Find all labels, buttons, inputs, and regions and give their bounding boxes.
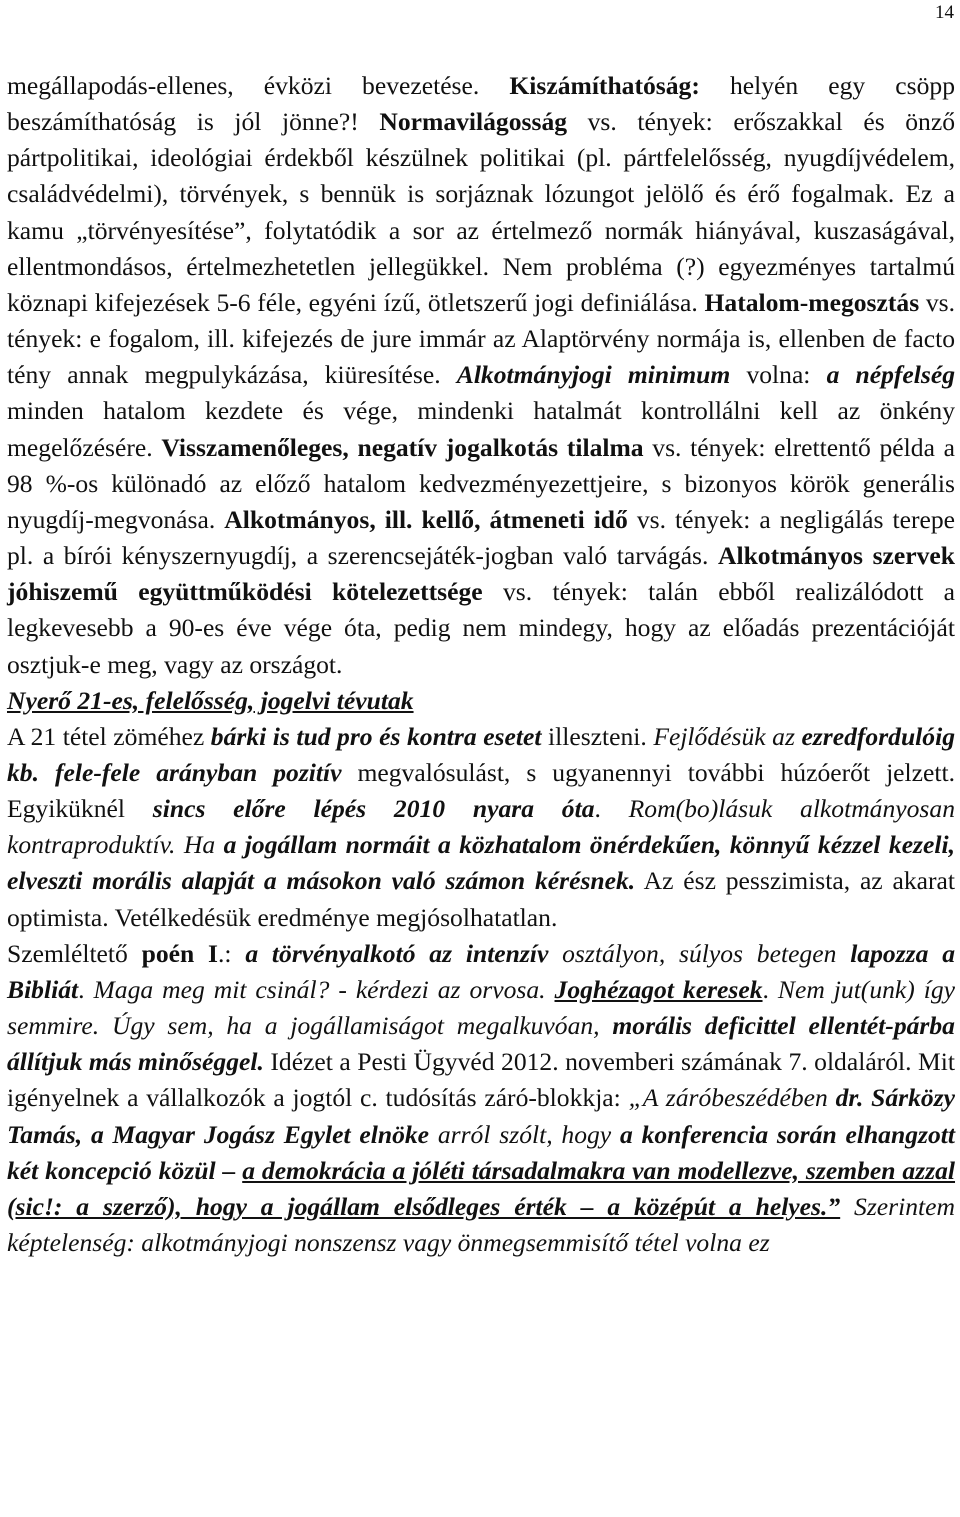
text-run: helyén egy csöpp beszámíthatóság is jól jönne?! bbox=[7, 71, 955, 137]
text-run: dr. Sárközy Tamás, a Magyar Jogász Egylet elnöke bbox=[7, 1083, 956, 1149]
text-run: poén I bbox=[141, 938, 219, 968]
text-run: Joghézagot keresek bbox=[554, 974, 763, 1004]
text-run: . bbox=[762, 974, 778, 1004]
text-run: morális deficittel ellentét-párba állítjuk más minőséggel. bbox=[7, 1011, 955, 1077]
text-run: A 21 tétel zöméhez bbox=[7, 721, 211, 751]
text-run: Alkotmányjogi minimum bbox=[456, 360, 731, 390]
text-run: a népfelség bbox=[826, 360, 955, 390]
text-run: illeszteni. bbox=[541, 721, 654, 751]
text-run: vs. tények: erőszakkal és önző pártpolitikai, ideológiai érdekből készülnek politikai (pl. pártfelelősség, nyugdíjvédelem, családvédelmi), törvények, s bennük is sorjáznak lózungot jelölő és érő fogalmak. Ez a kamu „törvényesítése”, folytatódik a sor az értelmező normák hiányával, kuszaságával, ellentmondásos, értelmezhetetlen jellegükkel. Nem probléma (?) egyezményes tartalmú köznapi kifejezések 5-6 féle, egyéni ízű, ötletszerű jogi definiálása. bbox=[7, 107, 955, 317]
text-run: . bbox=[594, 794, 629, 824]
text-run: lapozza a Bibliát bbox=[7, 938, 955, 1004]
text-run bbox=[175, 830, 183, 859]
text-run: minden hatalom kezdete és vége, mindenki hatalmát kontrollálni kell az önkény megelőzésére. bbox=[7, 396, 955, 462]
text-run: vs. tények: e fogalom, ill. kifejezés de jure immár az Alaptörvény normája is, ellenben de facto tény annak megpulykázása, kiüresítése. bbox=[7, 287, 955, 390]
text-run: Az ész pesszimista, az akarat optimista. Vetélkedésük eredménye megjósolhatatlan. bbox=[7, 866, 955, 932]
text-run: Normavilágosság bbox=[379, 107, 568, 137]
text-run: Kiszámíthatóság: bbox=[509, 71, 700, 100]
text-run: Hatalom-megosztás bbox=[704, 287, 920, 317]
text-run: arról szólt, hogy bbox=[429, 1119, 620, 1149]
paragraph-illustrative-joke bbox=[7, 936, 955, 1261]
text-run: Alkotmányos szervek jóhiszemű együttműködési kötelezettsége bbox=[7, 541, 955, 607]
text-run: bárki is tud pro és kontra esetet bbox=[210, 721, 542, 751]
section-heading: Nyerő 21-es, felelősség, jogelvi tévutak bbox=[7, 685, 414, 715]
text-run: Alkotmányos, ill. kellő, átmeneti idő bbox=[224, 504, 628, 534]
text-run: ezredfordulóig kb. fele-fele arányban pozitív bbox=[7, 721, 955, 787]
text-run: a jogállam normáit a közhatalom önérdekűen, könnyű kézzel kezeli, elveszti morális alapját a másokon való számon kérésnek. bbox=[7, 830, 955, 896]
text-run: megvalósulást, s ugyanennyi további húzóerőt jelzett. Egyiküknél bbox=[7, 757, 955, 824]
page-number: 14 bbox=[935, 2, 954, 23]
text-run: vs. tények: talán ebből realizálódott a legkevesebb a 90-es éve vége óta, pedig nem mindegy, hogy az előadás prezentációját osztjuk-e meg, vagy az országot. bbox=[7, 577, 955, 679]
text-run: a demokrácia a jóléti társadalmakra van modellezve, szemben azzal (sic!: a szerző), hogy a jogállam elsődleges érték – a középút a helyes.” bbox=[7, 1155, 956, 1221]
text-run: sincs előre lépés 2010 nyara óta bbox=[152, 794, 595, 824]
text-run: a konferencia során elhangzott két koncepció közül – bbox=[7, 1119, 955, 1185]
text-run: Rom(bo)lásuk alkotmányosan kontraproduktív. bbox=[7, 794, 955, 860]
paragraph-21-theses bbox=[7, 719, 955, 936]
text-run: „A záróbeszédében bbox=[628, 1083, 836, 1113]
text-run: Szerintem képtelenség: alkotmányjogi nonszensz vagy önmegsemmisítő tétel volna ez bbox=[7, 1191, 955, 1257]
text-run: Visszamenőleges, negatív jogalkotás tilalma bbox=[161, 432, 644, 462]
text-run: .: bbox=[218, 938, 246, 968]
text-run: a törvényalkotó az intenzív bbox=[245, 938, 549, 968]
text-run: Ha bbox=[183, 830, 224, 860]
text-run: Szemléltető bbox=[7, 938, 142, 968]
text-run: vs. tények: a negligálás terepe pl. a bírói kényszernyugdíj, a szerencsejáték-jogban való tarvágás. bbox=[7, 504, 955, 571]
text-run: osztályon, súlyos betegen bbox=[548, 938, 851, 968]
text-run: Idézet a Pesti Ügyvéd 2012. novemberi számának 7. oldaláról. Mit igényelnek a vállalkozók a jogtól c. tudósítás záró-blokkja: bbox=[7, 1047, 955, 1113]
text-run: Maga meg mit csinál? - kérdezi az orvosa. bbox=[93, 974, 555, 1004]
text-run: Fejlődésük az bbox=[653, 721, 802, 751]
paragraph-constitutional-principles bbox=[7, 68, 955, 683]
text-run: vs. tények: elrettentő példa a 98 %-os különadó az előző hatalom kedvezményezettjeire, s bizonyos körök generális nyugdíj-megvonása. bbox=[7, 432, 955, 534]
text-run: volna: bbox=[730, 360, 827, 390]
text-run: megállapodás-ellenes, évközi bevezetése. bbox=[7, 71, 510, 100]
body-text bbox=[7, 68, 955, 1261]
text-run: Nem jut(unk) így semmire. Úgy sem, ha a jogállamiságot megalkuvóan, bbox=[7, 974, 956, 1041]
text-run: . bbox=[78, 974, 94, 1004]
